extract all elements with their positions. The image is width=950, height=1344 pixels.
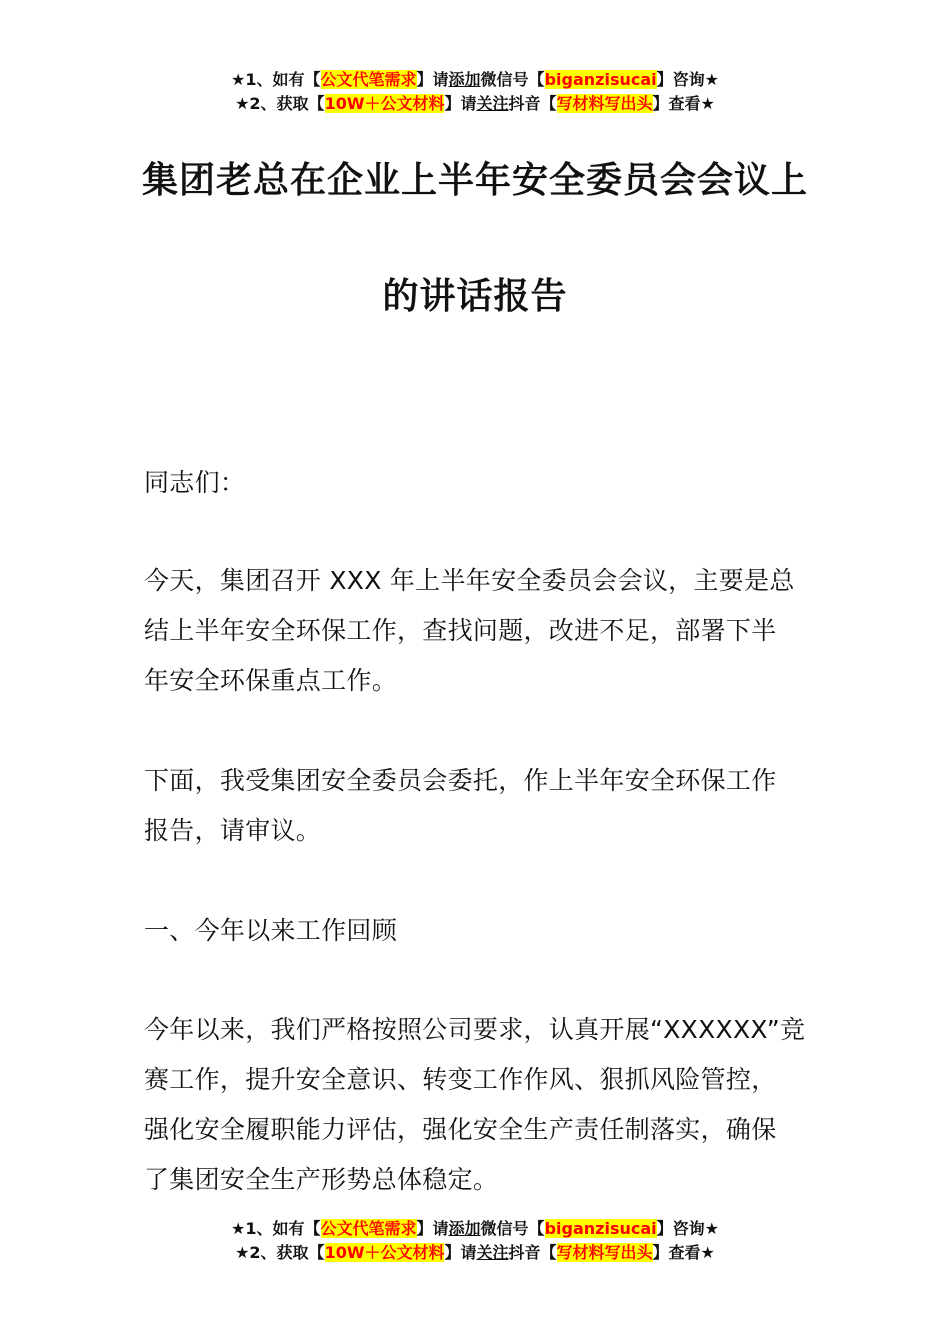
promo-underlined: 添加 [448,1219,481,1238]
promo-text: ★2、获取【 [235,94,325,113]
promo-line-1 [0,1217,950,1241]
paragraph-line: 报告，请审议。 [144,816,322,845]
promo-highlight: 公文代笔需求 [320,1219,417,1238]
paragraph-report-intro [144,756,808,856]
salutation: 同志们： [144,468,246,497]
promo-highlight: biganzisucai [544,70,657,89]
promo-highlight: 10W＋公文材料 [324,1243,445,1262]
promo-text: 】请 [416,70,449,89]
promo-line-1 [0,68,950,92]
promo-text: ★1、如有【 [231,70,321,89]
paragraph-line: 赛工作，提升安全意识、转变工作作风、狠抓风险管控， [144,1065,777,1094]
promo-text: ★1、如有【 [231,1219,321,1238]
paragraph-line: 了集团安全生产形势总体稳定。 [144,1165,499,1194]
promo-underlined: 关注 [476,94,509,113]
promo-text: 】咨询★ [656,1219,719,1238]
promo-text: 微信号【 [480,70,545,89]
promo-underlined: 添加 [448,70,481,89]
promo-text: 抖音【 [508,1243,557,1262]
footer-promo-banner [0,1217,950,1265]
header-promo-banner [0,68,950,116]
paragraph-intro [144,556,808,706]
promo-highlight: biganzisucai [544,1219,657,1238]
promo-highlight: 10W＋公文材料 [324,94,445,113]
paragraph-line: 下面，我受集团安全委员会委托，作上半年安全环保工作 [144,766,777,795]
document-title-line-2: 的讲话报告 [382,276,568,317]
paragraph-line: 结上半年安全环保工作，查找问题，改进不足，部署下半 [144,616,777,645]
promo-text: 抖音【 [508,94,557,113]
promo-text: 】查看★ [652,1243,715,1262]
paragraph-line: 今年以来，我们严格按照公司要求，认真开展“XXXXXX”竞 [144,1015,806,1044]
promo-underlined: 关注 [476,1243,509,1262]
promo-line-2 [0,92,950,116]
promo-text: 微信号【 [480,1219,545,1238]
paragraph-line: 年安全环保重点工作。 [144,666,398,695]
promo-highlight: 公文代笔需求 [320,70,417,89]
paragraph-line: 今天，集团召开 XXX 年上半年安全委员会会议，主要是总 [144,566,795,595]
promo-line-2 [0,1241,950,1265]
document-title-line-1: 集团老总在企业上半年安全委员会会议上 [141,160,808,201]
promo-text: 】咨询★ [656,70,719,89]
promo-text: 】请 [444,94,477,113]
promo-text: 】请 [444,1243,477,1262]
promo-highlight: 写材料写出头 [556,1243,653,1262]
paragraph-line: 强化安全履职能力评估，强化安全生产责任制落实，确保 [144,1115,777,1144]
promo-highlight: 写材料写出头 [556,94,653,113]
section-heading: 一、今年以来工作回顾 [144,916,398,945]
paragraph-review [144,1005,808,1205]
promo-text: 】查看★ [652,94,715,113]
promo-text: 】请 [416,1219,449,1238]
promo-text: ★2、获取【 [235,1243,325,1262]
